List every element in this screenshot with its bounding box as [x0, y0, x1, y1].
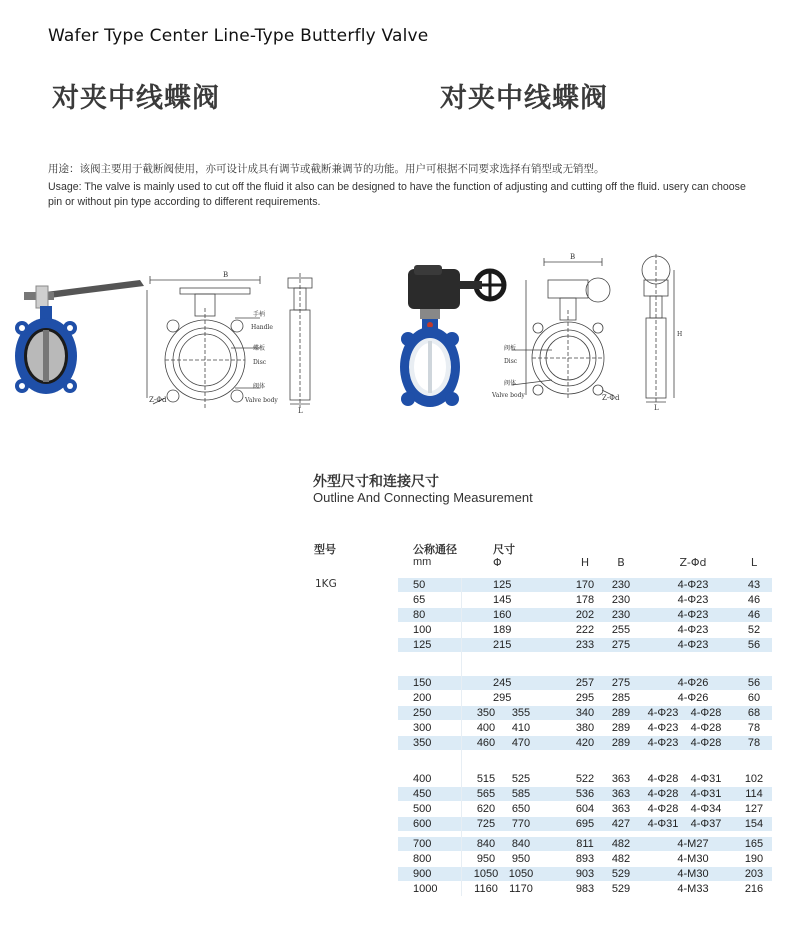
disc-label-en-right: Disc: [504, 358, 518, 365]
table-cell-phi1: 245: [493, 677, 512, 689]
table-cell-phi1: 725: [476, 818, 496, 830]
table-cell-z2: 4-Φ34: [690, 803, 722, 815]
table-cell-l: 43: [747, 579, 761, 591]
header-z: Z-Φd: [679, 556, 707, 569]
table-cell-l: 56: [747, 677, 761, 689]
table-cell-b: 230: [611, 609, 631, 621]
table-cell-l: 114: [745, 788, 763, 800]
dim-h-label: H: [677, 331, 683, 338]
table-cell-h: 903: [575, 868, 595, 880]
table-cell-dn: 80: [413, 609, 426, 621]
table-cell-z2: 4-Φ28: [690, 737, 722, 749]
header-l: L: [750, 556, 758, 569]
table-cell-l: 216: [744, 883, 764, 895]
table-cell-h: 983: [575, 883, 595, 895]
table-cell-z2: 4-Φ31: [690, 773, 722, 785]
table-cell-l: 154: [744, 818, 764, 830]
table-cell-phi2: 470: [511, 737, 531, 749]
table-cell-h: 202: [575, 609, 595, 621]
table-cell-b: 363: [611, 788, 631, 800]
table-cell-b: 529: [611, 868, 631, 880]
table-cell-z2: 4-Φ31: [690, 788, 722, 800]
table-cell-z1: 4-M30: [677, 853, 709, 865]
table-cell-phi1: 1160: [474, 883, 498, 895]
table-cell-h: 695: [575, 818, 595, 830]
table-cell-phi2: 650: [511, 803, 531, 815]
table-cell-phi1: 515: [476, 773, 496, 785]
drawing-side-gear: [630, 250, 690, 410]
table-cell-z1: 4-M27: [677, 838, 709, 850]
table-cell-h: 893: [575, 853, 595, 865]
body-label-cn: 阀体: [253, 383, 266, 390]
table-cell-h: 178: [575, 594, 595, 606]
table-cell-h: 340: [575, 707, 595, 719]
body-label-en: Valve body: [245, 397, 278, 404]
table-divider: [461, 578, 462, 896]
table-cell-z1: 4-Φ23: [677, 579, 709, 591]
header-size: 尺寸: [493, 543, 515, 556]
table-cell-b: 482: [611, 838, 631, 850]
table-cell-dn: 65: [413, 594, 426, 606]
table-cell-b: 275: [611, 677, 631, 689]
page-title: Wafer Type Center Line-Type Butterfly Valve: [48, 26, 429, 46]
table-cell-h: 295: [575, 692, 595, 704]
table-cell-phi2: 950: [511, 853, 531, 865]
section-title-cn: 外型尺寸和连接尺寸: [313, 474, 439, 490]
model-cell: 1KG: [315, 578, 337, 590]
table-cell-h: 170: [575, 579, 595, 591]
dim-b-label-right: B: [570, 253, 576, 261]
header-b: B: [617, 556, 625, 569]
table-cell-dn: 150: [413, 677, 432, 689]
table-cell-l: 46: [747, 594, 761, 606]
valve-photo-handle: [10, 272, 150, 412]
table-cell-l: 46: [747, 609, 761, 621]
table-cell-z1: 4-Φ28: [647, 803, 679, 815]
table-cell-z1: 4-Φ23: [647, 737, 679, 749]
table-cell-b: 529: [611, 883, 631, 895]
table-cell-l: 78: [747, 737, 761, 749]
table-cell-b: 230: [611, 594, 631, 606]
table-cell-phi1: 350: [476, 707, 496, 719]
table-cell-h: 604: [575, 803, 595, 815]
table-cell-dn: 450: [413, 788, 432, 800]
table-cell-h: 233: [575, 639, 595, 651]
z-label-right: Z-Φd: [602, 394, 620, 402]
table-cell-b: 482: [611, 853, 631, 865]
table-cell-z1: 4-Φ23: [677, 624, 709, 636]
table-cell-l: 78: [747, 722, 761, 734]
table-cell-phi1: 460: [476, 737, 496, 749]
table-cell-h: 420: [575, 737, 595, 749]
table-cell-phi1: 160: [493, 609, 512, 621]
table-cell-phi2: 525: [511, 773, 531, 785]
header-dn: 公称通径: [413, 543, 457, 556]
table-cell-l: 190: [744, 853, 764, 865]
table-cell-z1: 4-M30: [677, 868, 709, 880]
table-cell-z2: 4-Φ28: [690, 722, 722, 734]
table-cell-phi1: 400: [476, 722, 496, 734]
header-model: 型号: [314, 543, 336, 556]
table-cell-phi1: 620: [476, 803, 496, 815]
header-h: H: [580, 556, 590, 569]
table-cell-phi1: 565: [476, 788, 496, 800]
table-cell-phi2: 770: [511, 818, 531, 830]
usage-cn: 用途：该阀主要用于截断阀使用，亦可设计成具有调节或截断兼调节的功能。用户可根据不同要求选择有销型或无销型。: [48, 163, 605, 175]
table-cell-dn: 300: [413, 722, 432, 734]
table-cell-h: 380: [575, 722, 595, 734]
table-cell-b: 285: [611, 692, 631, 704]
table-cell-b: 427: [611, 818, 631, 830]
drawing-front-gear: [492, 250, 632, 410]
table-cell-phi2: 1050: [508, 868, 534, 880]
table-cell-l: 68: [747, 707, 761, 719]
table-cell-h: 522: [575, 773, 595, 785]
table-cell-h: 536: [575, 788, 595, 800]
table-cell-b: 289: [611, 737, 631, 749]
table-cell-phi2: 355: [511, 707, 531, 719]
drawing-front-handle: [135, 268, 278, 416]
table-cell-b: 363: [611, 803, 631, 815]
disc-label-cn: 蝶板: [253, 345, 266, 352]
table-cell-z1: 4-Φ31: [647, 818, 679, 830]
table-cell-b: 289: [611, 707, 631, 719]
title-cn-left: 对夹中线蝶阀: [52, 83, 220, 114]
table-cell-z1: 4-M33: [677, 883, 709, 895]
disc-label-en: Disc: [253, 359, 267, 366]
body-label-cn-right: 阀体: [504, 380, 517, 387]
table-cell-phi1: 215: [493, 639, 512, 651]
table-cell-l: 56: [747, 639, 761, 651]
table-cell-b: 363: [611, 773, 631, 785]
table-cell-dn: 800: [413, 853, 432, 865]
table-cell-z1: 4-Φ23: [647, 707, 679, 719]
header-dn-unit: mm: [413, 556, 432, 568]
section-title-en: Outline And Connecting Measurement: [313, 490, 533, 505]
table-cell-phi1: 840: [476, 838, 496, 850]
table-cell-phi1: 125: [493, 579, 512, 591]
drawing-side-handle: [276, 268, 326, 416]
table-cell-dn: 1000: [413, 883, 438, 895]
table-cell-l: 127: [744, 803, 764, 815]
title-cn-right: 对夹中线蝶阀: [440, 83, 608, 114]
table-cell-phi1: 295: [493, 692, 512, 704]
table-cell-dn: 500: [413, 803, 432, 815]
table-cell-dn: 125: [413, 639, 432, 651]
dim-l-label-right: L: [654, 404, 659, 412]
table-cell-dn: 900: [413, 868, 432, 880]
table-cell-z1: 4-Φ26: [677, 677, 709, 689]
table-cell-b: 275: [611, 639, 631, 651]
table-cell-dn: 100: [413, 624, 432, 636]
table-cell-dn: 250: [413, 707, 432, 719]
table-cell-h: 811: [576, 838, 594, 850]
table-cell-phi1: 950: [476, 853, 496, 865]
table-cell-l: 203: [744, 868, 764, 880]
table-cell-l: 60: [747, 692, 761, 704]
table-cell-dn: 200: [413, 692, 432, 704]
table-cell-z1: 4-Φ23: [677, 609, 709, 621]
table-cell-z2: 4-Φ28: [690, 707, 722, 719]
z-label: Z-Φd: [149, 396, 167, 404]
table-cell-phi2: 840: [511, 838, 531, 850]
table-cell-dn: 350: [413, 737, 432, 749]
handle-label-cn: 手柄: [253, 311, 266, 318]
table-cell-phi1: 1050: [473, 868, 499, 880]
table-cell-z1: 4-Φ23: [677, 639, 709, 651]
table-cell-h: 257: [575, 677, 595, 689]
table-cell-z1: 4-Φ26: [677, 692, 709, 704]
table-cell-dn: 400: [413, 773, 432, 785]
table-cell-z1: 4-Φ28: [647, 773, 679, 785]
table-cell-z1: 4-Φ23: [647, 722, 679, 734]
table-cell-z1: 4-Φ28: [647, 788, 679, 800]
table-cell-l: 102: [744, 773, 764, 785]
dim-l-label: L: [298, 407, 303, 415]
table-cell-l: 165: [744, 838, 764, 850]
table-cell-phi2: 410: [511, 722, 531, 734]
table-cell-l: 52: [747, 624, 761, 636]
table-cell-phi1: 145: [493, 594, 512, 606]
table-cell-dn: 700: [413, 838, 432, 850]
table-cell-dn: 50: [413, 579, 426, 591]
usage-en: Usage: The valve is mainly used to cut off the fluid it also can be designed to have the function of adjusting and cutting off the fluid. usery can choose pin or without pin type according to different requirements.: [48, 181, 746, 208]
handle-label-en: Handle: [251, 324, 273, 331]
body-label-en-right: Valve body: [492, 392, 525, 399]
table-cell-h: 222: [575, 624, 595, 636]
disc-label-cn-right: 阀板: [504, 345, 517, 352]
table-cell-b: 230: [611, 579, 631, 591]
table-cell-b: 289: [611, 722, 631, 734]
table-cell-phi2: 585: [511, 788, 531, 800]
table-cell-phi2: 1170: [509, 883, 533, 895]
header-phi: Φ: [493, 556, 502, 569]
valve-photo-gear: [398, 255, 508, 415]
table-cell-z2: 4-Φ37: [690, 818, 722, 830]
table-cell-z1: 4-Φ23: [677, 594, 709, 606]
dim-b-label: B: [223, 271, 229, 279]
table-cell-phi1: 189: [493, 624, 512, 636]
table-cell-dn: 600: [413, 818, 432, 830]
table-cell-b: 255: [611, 624, 631, 636]
